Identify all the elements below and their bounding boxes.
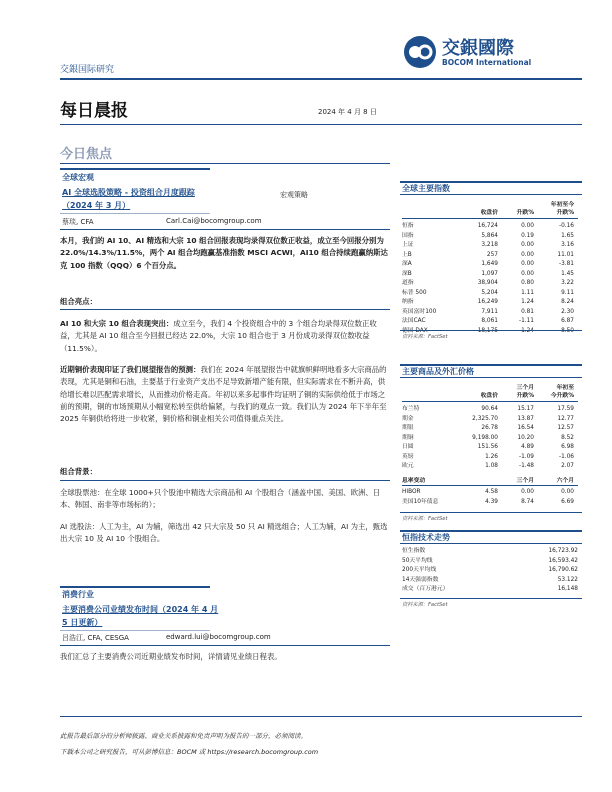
section2-body: 我们汇总了主要消费公司近期业绩发布时间，详情请见业绩日程表。: [60, 652, 282, 661]
commodity-row-ytd: 6.98: [561, 444, 574, 450]
index-row-ytd: 6.87: [561, 318, 574, 324]
rates-col-name: 息率变动: [402, 477, 426, 484]
commodity-row-name: 期铜: [402, 434, 414, 441]
index-row-ytd: 3.22: [561, 280, 574, 286]
footer-rule: [60, 716, 582, 717]
index-row-chg: 0.80: [521, 280, 534, 286]
index-row-close: 8,061: [481, 318, 498, 324]
index-row-ytd: 2.30: [561, 308, 574, 315]
commodity-row-ytd: 12.77: [557, 415, 574, 422]
commodities-rows: [402, 405, 578, 472]
indices-col-chg: 升跌%: [516, 210, 534, 217]
index-row: [402, 232, 578, 242]
indices-title: 全球主要指数: [400, 181, 582, 195]
technical-value: 16,593.42: [548, 557, 578, 564]
technicals-source: 资料来源：FactSet: [402, 602, 448, 608]
rate-row-m3: 8.74: [521, 498, 534, 505]
index-row-chg: 0.00: [521, 242, 534, 248]
commodity-row-name: 期银: [402, 425, 414, 431]
commodities-col-3m: 三个月 升跌%: [516, 384, 534, 400]
section1-title-rule: [60, 213, 210, 214]
index-row-chg: -1.11: [519, 318, 534, 324]
copper-body: 我们在 2024 年展望报告中就旗帜鲜明地看多大宗商品的表现，尤其是铜和石油，主要基于行业资产支出不足导致新增产能有限，但实际需求在不断升高，供给增长难以匹配需求增长，从而推动价格走高。年初以来多起事件均证明了铜的实际供给低于市场之前的预期，铜的市场预期从小幅宽松转至供给偏紧，与我们的观点一致。我们认为 2024 年下半年至 2025 年铜供给将进一步收紧，铜价格和铜业相关公司值得重点关注。: [60, 365, 387, 424]
commodity-row-ytd: 8.52: [561, 434, 574, 441]
commodity-row: [402, 443, 578, 453]
section1-summary: 本月，我们的 AI 10、AI 精选和大宗 10 组合回报表现均录得双位数正收益，成立至今回报分别为 22.0%/14.3%/11.5%，两个 AI 组合均跑赢基准指数 MSCI ACWI，AI10 组合持续跑赢纳斯达克 100 指数（QQQ）6 个百分点。: [60, 236, 388, 270]
index-row-name: 国指: [402, 232, 414, 239]
technical-row: [402, 557, 578, 567]
bocom-logo: [402, 32, 582, 72]
technical-label: 14天强弱指数: [402, 576, 439, 583]
index-row-name: 恒指: [402, 223, 414, 229]
copper-paragraph: [60, 364, 390, 425]
commodity-row-close: 1.08: [485, 463, 498, 469]
index-row: [402, 308, 578, 318]
index-row-ytd: -0.16: [559, 223, 574, 229]
technical-row: [402, 566, 578, 576]
header-rule: [60, 78, 582, 80]
rates-col-3m: 三个月: [516, 477, 534, 484]
commodities-source: 资料来源：FactSet: [402, 516, 448, 522]
index-row-ytd: 9.11: [561, 289, 574, 296]
section2-author: 吕浩江, CFA, CESGA: [62, 634, 129, 642]
commodity-row: [402, 453, 578, 463]
section1-tag: 宏观策略: [280, 191, 308, 199]
background-rule: [60, 480, 390, 481]
index-row-close: 3,218: [481, 242, 498, 248]
commodity-row: [402, 405, 578, 415]
title-rule: [60, 124, 582, 125]
section2-title-rule: [60, 630, 210, 631]
report-date: 2024 年 4 月 8 日: [318, 108, 377, 116]
index-row-name: 标普 500: [402, 289, 427, 296]
technical-label: 50天平均线: [402, 557, 433, 564]
index-row-ytd: 3.16: [561, 242, 574, 248]
indices-header: [402, 199, 578, 219]
commodity-row-close: 26.78: [481, 425, 498, 431]
focus-rule: [60, 163, 390, 164]
section2-top-rule: [60, 586, 210, 588]
commodity-row-close: 151.56: [477, 444, 498, 450]
indices-rows: [402, 222, 578, 336]
technical-value: 16,790.62: [548, 567, 578, 574]
index-row-chg: 0.00: [521, 223, 534, 229]
index-row-close: 1,097: [481, 270, 498, 277]
indices-col-close: 收盘价: [480, 210, 498, 217]
section2-title[interactable]: 主要消费公司业绩发布时间（2024 年 4 月 5 日更新）: [62, 605, 219, 627]
technical-value: 16,723.92: [548, 548, 578, 554]
technical-label: 200天平均线: [402, 567, 437, 574]
focus-heading: 今日焦点: [60, 147, 113, 162]
index-row-name: 深A: [402, 261, 412, 267]
commodity-row: [402, 415, 578, 425]
section1-top-rule: [60, 168, 210, 170]
commodities-col-close: 收盘价: [480, 393, 498, 400]
index-row-chg: 0.81: [521, 308, 534, 315]
index-row-ytd: 1.65: [561, 232, 574, 239]
index-row-close: 16,249: [477, 299, 498, 305]
technical-row: [402, 547, 578, 557]
index-row-chg: 1.24: [521, 299, 534, 305]
index-row-ytd: [534, 327, 574, 337]
technicals-title: 恒指技术走势: [400, 530, 582, 544]
index-row-name: 深B: [402, 270, 412, 277]
commodity-row-m3: 4.89: [521, 444, 534, 450]
section1-title[interactable]: AI 全球选股策略 - 投资组合月度跟踪（2024 年 3 月）: [62, 188, 195, 210]
commodity-row-ytd: 12.57: [557, 425, 574, 431]
rate-row-close: 4.39: [485, 498, 498, 505]
index-row-close: 7,911: [481, 308, 498, 315]
index-row: [402, 317, 578, 327]
commodities-table: [402, 382, 578, 507]
technical-value: 16,148: [557, 586, 578, 593]
index-row: [402, 222, 578, 232]
footer-download[interactable]: 下载本公司之研究报告，可从彭博信息：BOCM 或 https://research.bocomgroup.com: [60, 748, 319, 756]
rate-row-close: 4.58: [485, 489, 498, 496]
commodities-col-ytd: 年初至 今升跌%: [550, 384, 574, 400]
background-heading: 组合背景：: [60, 467, 97, 476]
indices-table: [402, 199, 578, 336]
rate-row-ytd: 0.00: [561, 489, 574, 496]
technicals-table: [402, 547, 578, 595]
index-row-chg: 0.00: [521, 270, 534, 277]
commodity-row-ytd: 2.07: [561, 463, 574, 469]
indices-col-ytd: 年初至今 升跌%: [550, 201, 574, 217]
index-row-close: 16,724: [477, 223, 498, 229]
section2-author-rule: [60, 645, 390, 646]
commodity-row-name: 日圆: [402, 444, 414, 450]
commodity-row-ytd: -1.06: [559, 453, 574, 460]
technical-row: [402, 585, 578, 595]
index-row-ytd: 11.01: [557, 251, 574, 258]
indices-bottom-rule: [400, 330, 582, 331]
index-row: [402, 279, 578, 289]
copper-lead: 近期铜价表现印证了我们展望报告的预测：: [60, 365, 201, 374]
highlights-heading: 组合亮点：: [60, 297, 97, 306]
technical-value: 53.122: [557, 576, 578, 583]
index-row-name: 纳指: [402, 299, 414, 305]
highlights-body: 成立至今，我们 4 个投资组合中的 3 个组合均录得双位数正收益，尤其是 AI 10 组合至今回报已经达 22.0%，大宗 10 组合也于 3 月份成功录得双位数收益（11.5%）。: [60, 319, 377, 353]
commodity-row-m3: -1.09: [519, 453, 534, 460]
commodity-row-m3: 13.87: [517, 415, 534, 422]
commodity-row-m3: 10.20: [517, 434, 534, 441]
commodity-row-m3: 16.54: [517, 425, 534, 431]
commodities-title: 主要商品及外汇价格: [400, 364, 582, 378]
commodity-row: [402, 424, 578, 434]
index-row-chg: 0.00: [521, 261, 534, 267]
highlights-rule: [60, 309, 390, 310]
commodity-row-m3: 15.17: [517, 406, 534, 412]
rates-col-6m: 六个月: [556, 477, 574, 484]
rate-row: [402, 488, 578, 498]
index-row-name: 上B: [402, 251, 412, 258]
index-row-name: 法国CAC: [402, 318, 426, 324]
commodity-row-close: 1.26: [485, 453, 498, 460]
index-row: [402, 251, 578, 261]
index-row-name: 英国富时100: [402, 308, 437, 315]
background-1: 全球股票池：在全球 1000+只个股池中精选大宗商品和 AI 个股组合（涵盖中国、美国、欧洲、日本、韩国、南非等市场标的）；: [60, 488, 381, 510]
background-2: AI 选股法：人工为主，AI 为辅，筛选出 42 只大宗及 50 只 AI 精选组合；人工为辅，AI 为主，甄选出大宗 10 及 AI 10 个股组合。: [60, 522, 388, 544]
commodities-bottom-rule: [400, 512, 582, 513]
section1-email[interactable]: Carl.Cai@bocomgroup.com: [166, 217, 262, 225]
index-row-ytd: 8.24: [561, 299, 574, 305]
index-row: [402, 260, 578, 270]
commodities-header: [402, 382, 578, 402]
index-row-close: 257: [486, 251, 498, 258]
section1-author-rule: [60, 229, 390, 230]
rates-header: [402, 477, 578, 487]
rate-row-ytd: 6.69: [561, 498, 574, 505]
highlights-lead: AI 10 和大宗 10 组合表现突出：: [60, 319, 174, 328]
index-row-chg: [498, 327, 534, 337]
index-row-close: 5,204: [481, 289, 498, 296]
index-row-chg: 0.00: [521, 251, 534, 258]
commodity-row-m3: -1.48: [519, 463, 534, 469]
commodity-row: [402, 462, 578, 472]
index-row-ytd: -3.81: [559, 261, 574, 267]
section2-category: 消费行业: [62, 590, 94, 599]
index-row: [402, 289, 578, 299]
logo-cn: 交銀國際: [442, 38, 514, 59]
index-row-close: 38,904: [477, 280, 498, 286]
technical-label: 成交（百万港元）: [402, 586, 449, 593]
technical-row: [402, 576, 578, 586]
rate-row: [402, 498, 578, 508]
technicals-bottom-rule: [400, 598, 582, 599]
commodity-row-name: 英镑: [402, 453, 414, 460]
index-row-name: 道指: [402, 280, 414, 286]
index-row-chg: 0.19: [521, 232, 534, 239]
footer-disclaimer: 此报告最后部分的分析师披露、商业关系披露和免责声明为报告的一部分，必须阅读。: [60, 732, 307, 740]
index-row: [402, 241, 578, 251]
commodity-row-ytd: 17.59: [557, 406, 574, 412]
rate-row-m3: 0.00: [521, 489, 534, 496]
highlights-paragraph: [60, 318, 390, 355]
rate-row-name: HIBOR: [402, 489, 421, 496]
logo-en: BOCOM International: [442, 58, 532, 67]
rates-rows: [402, 488, 578, 507]
org-name: 交銀国际研究: [60, 65, 115, 75]
section1-author: 蔡琰, CFA: [62, 218, 94, 226]
commodity-row-name: 期金: [402, 415, 414, 422]
index-row: [402, 270, 578, 280]
commodity-row-close: 9,198.00: [472, 434, 498, 441]
commodity-row-close: 90.64: [481, 406, 498, 412]
commodity-row-close: 2,325.70: [472, 415, 498, 422]
report-title: 每日晨报: [60, 101, 128, 121]
index-row-chg: 1.11: [521, 289, 534, 296]
rate-row-name: 美国10年债息: [402, 498, 439, 505]
index-row-close: 1,649: [481, 261, 498, 267]
commodity-row-name: 欧元: [402, 463, 414, 469]
commodity-row: [402, 434, 578, 444]
index-row-close: 5,864: [481, 232, 498, 239]
section1-category: 全球宏观: [62, 173, 94, 182]
index-row-name: 上证: [402, 242, 414, 248]
index-row-ytd: 1.45: [561, 270, 574, 277]
technical-label: 恒生指数: [402, 548, 426, 554]
commodity-row-name: 布兰特: [402, 406, 420, 412]
bocom-logo-icon: [402, 34, 438, 70]
index-row-close: [458, 327, 498, 337]
indices-source: 资料来源：FactSet: [402, 334, 448, 340]
section2-email[interactable]: edward.lui@bocomgroup.com: [166, 633, 271, 641]
index-row: [402, 298, 578, 308]
